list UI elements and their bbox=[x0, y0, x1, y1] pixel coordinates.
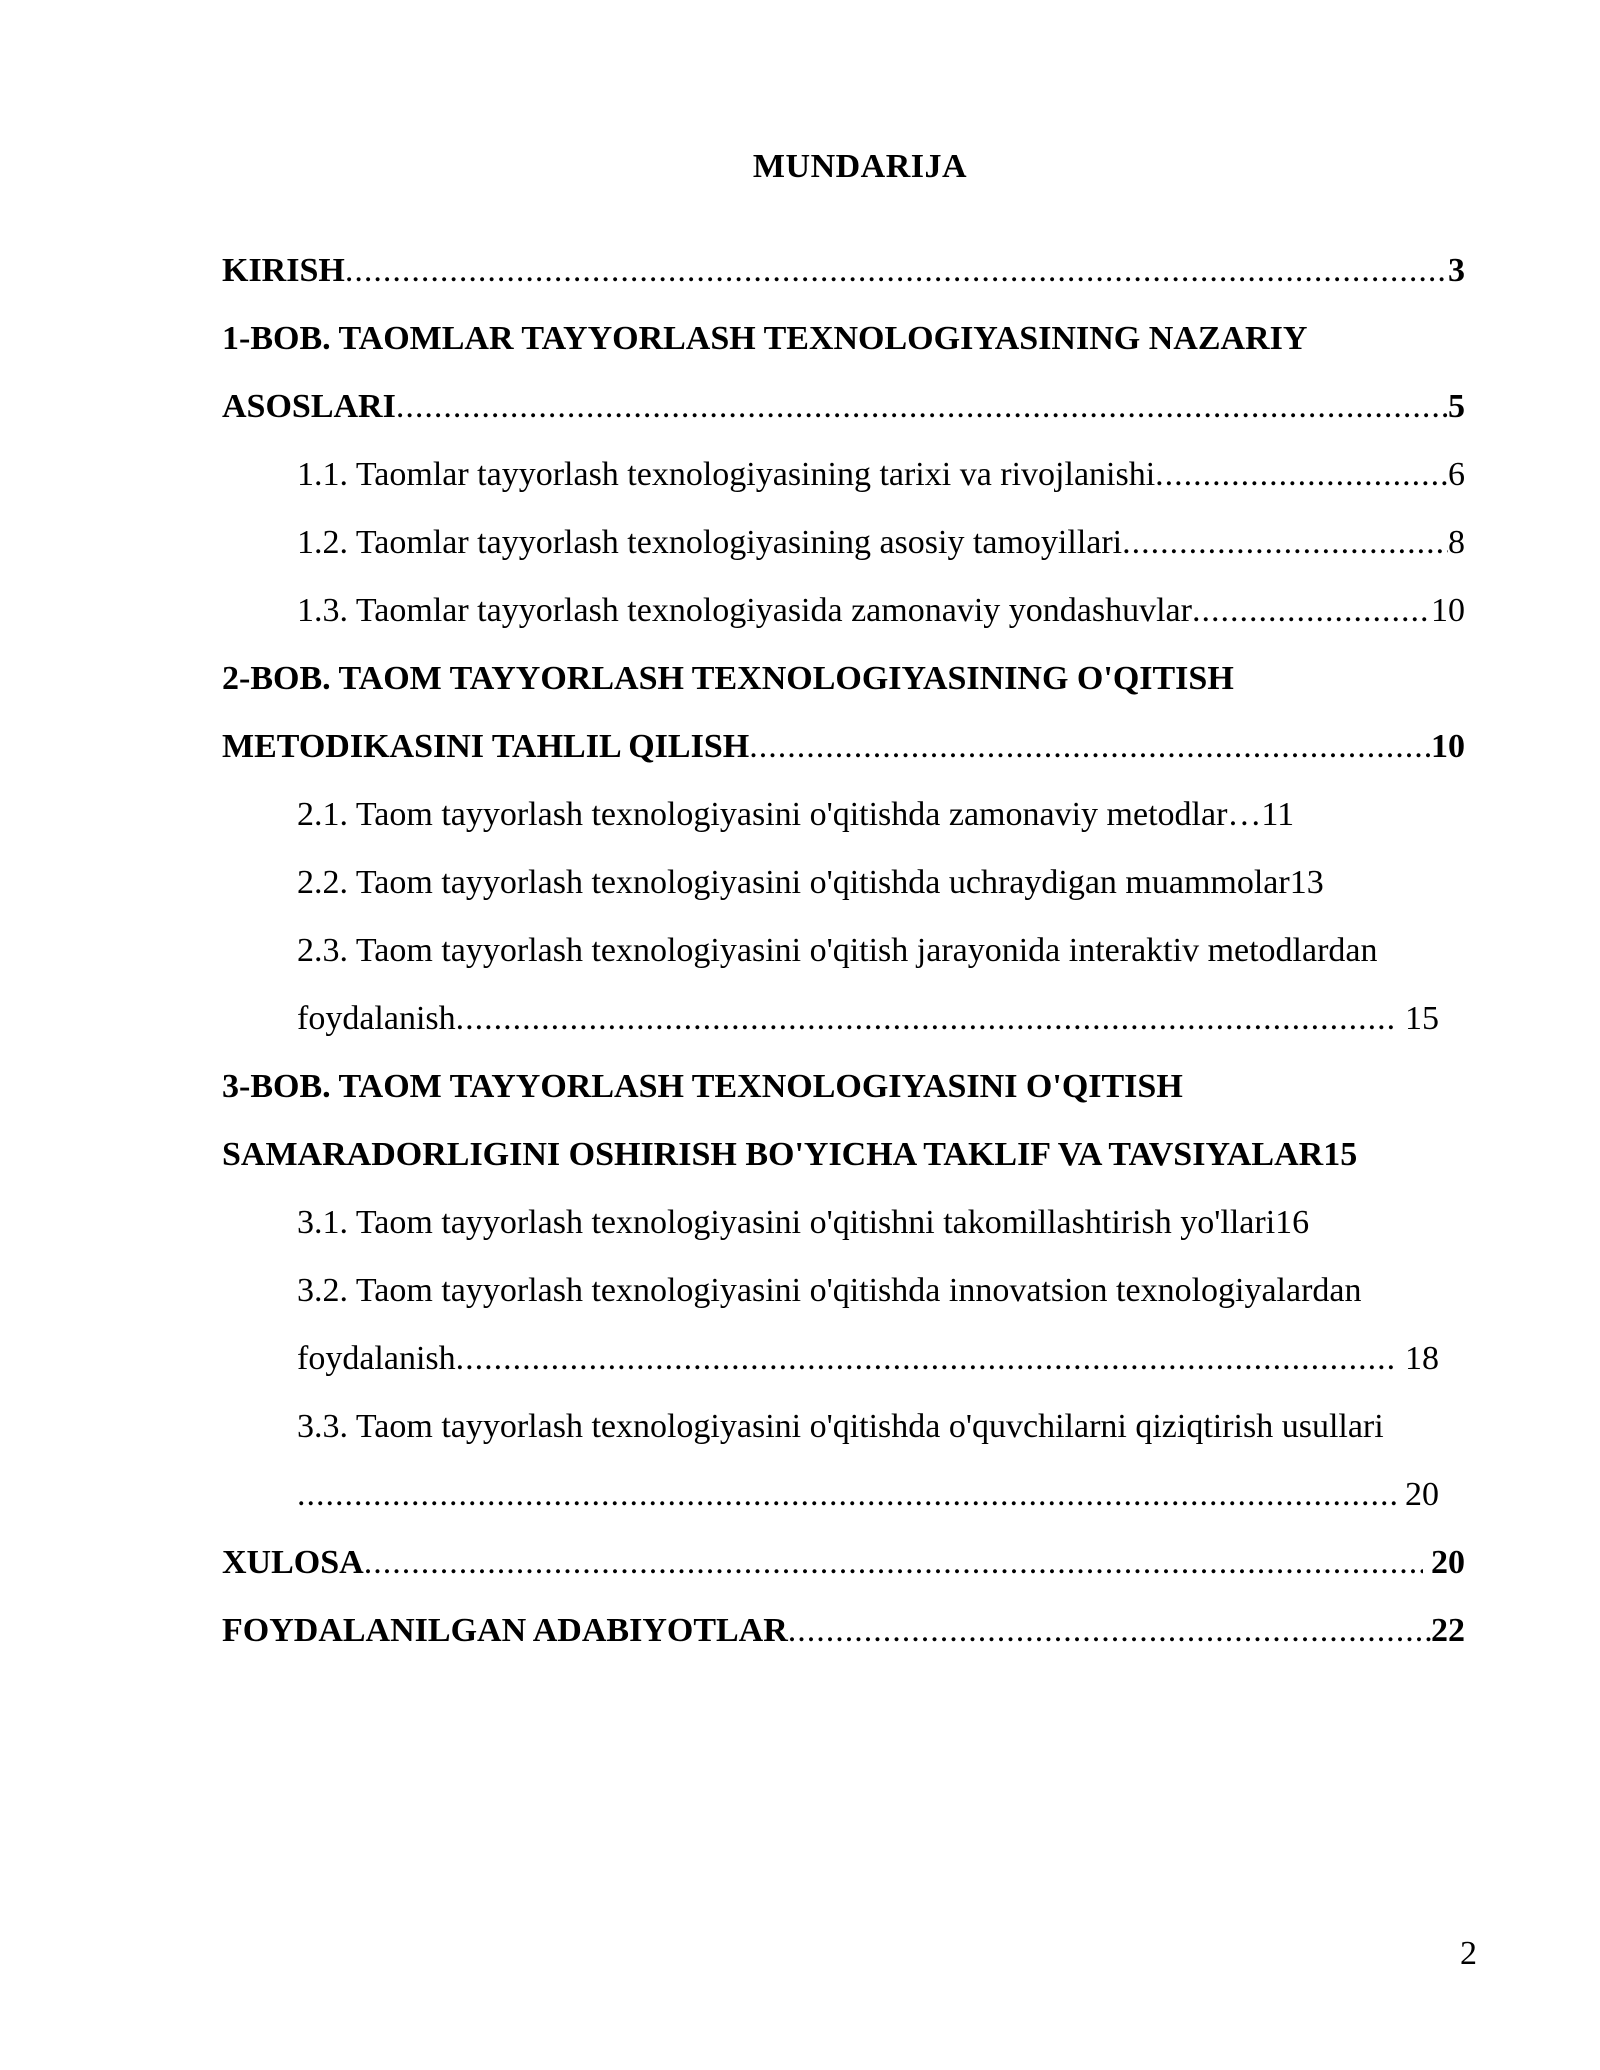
toc-entry-2-2[interactable] bbox=[222, 849, 1465, 917]
toc-entry-2-3-line1[interactable] bbox=[222, 917, 1465, 985]
toc-page-number: 20 bbox=[1405, 1476, 1439, 1513]
toc-entry-adabiyotlar[interactable] bbox=[222, 1597, 1465, 1665]
toc-entry-text: 2-BOB. TAOM TAYYORLASH TEXNOLOGIYASINING O'QITISH bbox=[222, 660, 1234, 697]
dot-leader bbox=[1155, 441, 1448, 509]
page-number: 2 bbox=[1460, 1935, 1477, 1972]
toc-entry-1-2[interactable] bbox=[222, 509, 1465, 577]
toc-entry-3-3-line2[interactable] bbox=[222, 1461, 1439, 1529]
toc-entry-text: XULOSA bbox=[222, 1544, 364, 1581]
toc-entry-bob1-line1[interactable] bbox=[222, 305, 1465, 373]
toc-entry-xulosa[interactable] bbox=[222, 1529, 1465, 1597]
toc-page-number: 18 bbox=[1405, 1340, 1439, 1377]
toc-entry-1-3[interactable] bbox=[222, 577, 1465, 645]
toc-entry-text: 1.1. Taomlar tayyorlash texnologiyasining tarixi va rivojlanishi bbox=[297, 456, 1156, 493]
toc-entry-text: 2.1. Taom tayyorlash texnologiyasini o'qitishda zamonaviy metodlar…11 bbox=[297, 796, 1295, 833]
toc-entry-2-1[interactable] bbox=[222, 781, 1465, 849]
toc-entry-text: 3.1. Taom tayyorlash texnologiyasini o'qitishni takomillashtirish yo'llari16 bbox=[297, 1204, 1310, 1241]
toc-title: MUNDARIJA bbox=[752, 148, 968, 185]
toc-entry-3-2-line2[interactable] bbox=[222, 1325, 1439, 1393]
toc-page-number: 10 bbox=[1431, 592, 1465, 629]
toc-entry-text: SAMARADORLIGINI OSHIRISH BO'YICHA TAKLIF VA TAVSIYALAR15 bbox=[222, 1136, 1358, 1173]
dot-leader bbox=[456, 1325, 1397, 1393]
dot-leader bbox=[364, 1529, 1423, 1597]
dot-leader bbox=[788, 1597, 1431, 1665]
dot-leader bbox=[1192, 577, 1431, 645]
toc-entry-bob2-line2[interactable] bbox=[222, 713, 1465, 781]
toc-entry-3-1[interactable] bbox=[222, 1189, 1465, 1257]
toc-entry-kirish[interactable] bbox=[222, 237, 1465, 305]
toc-entry-bob2-line1[interactable] bbox=[222, 645, 1465, 713]
toc-entry-text: 3-BOB. TAOM TAYYORLASH TEXNOLOGIYASINI O'QITISH bbox=[222, 1068, 1183, 1105]
toc-entry-text: 2.2. Taom tayyorlash texnologiyasini o'qitishda uchraydigan muammolar13 bbox=[297, 864, 1324, 901]
toc-entry-text: FOYDALANILGAN ADABIYOTLAR bbox=[222, 1612, 788, 1649]
toc-entry-text: foydalanish bbox=[297, 1000, 456, 1037]
toc-page-number: 10 bbox=[1431, 728, 1465, 765]
toc-entry-text: ASOSLARI bbox=[222, 388, 396, 425]
toc-page-number: 22 bbox=[1431, 1612, 1465, 1649]
dot-leader bbox=[1122, 509, 1448, 577]
toc-entry-bob1-line2[interactable] bbox=[222, 373, 1465, 441]
dot-leader bbox=[345, 237, 1448, 305]
dot-leader bbox=[297, 1461, 1397, 1529]
toc-entry-bob3-line1[interactable] bbox=[222, 1053, 1465, 1121]
toc-entry-bob3-line2[interactable] bbox=[222, 1121, 1474, 1189]
toc-entry-text: 3.2. Taom tayyorlash texnologiyasini o'qitishda innovatsion texnologiyalardan bbox=[297, 1272, 1362, 1309]
toc-page-number: 3 bbox=[1448, 252, 1465, 289]
toc-page-number: 15 bbox=[1405, 1000, 1439, 1037]
toc-entry-text: METODIKASINI TAHLIL QILISH bbox=[222, 728, 750, 765]
toc-page-number: 6 bbox=[1448, 456, 1465, 493]
dot-leader bbox=[456, 985, 1397, 1053]
dot-leader bbox=[396, 373, 1448, 441]
toc-entry-text: KIRISH bbox=[222, 252, 345, 289]
toc-entry-text: 1.3. Taomlar tayyorlash texnologiyasida zamonaviy yondashuvlar bbox=[297, 592, 1192, 629]
toc-page-number: 8 bbox=[1448, 524, 1465, 561]
toc-entry-3-3-line1[interactable] bbox=[222, 1393, 1465, 1461]
toc-entry-text: 2.3. Taom tayyorlash texnologiyasini o'qitish jarayonida interaktiv metodlardan bbox=[297, 932, 1378, 969]
toc-entry-2-3-line2[interactable] bbox=[222, 985, 1439, 1053]
toc-entry-text: foydalanish bbox=[297, 1340, 456, 1377]
toc-entry-text: 1-BOB. TAOMLAR TAYYORLASH TEXNOLOGIYASINING NAZARIY bbox=[222, 320, 1308, 357]
toc-page-number: 20 bbox=[1431, 1544, 1465, 1581]
table-of-contents bbox=[222, 237, 1465, 1665]
toc-page-number: 5 bbox=[1448, 388, 1465, 425]
toc-entry-3-2-line1[interactable] bbox=[222, 1257, 1465, 1325]
toc-entry-1-1[interactable] bbox=[222, 441, 1465, 509]
toc-entry-text: 1.2. Taomlar tayyorlash texnologiyasining asosiy tamoyillari bbox=[297, 524, 1123, 561]
toc-entry-text: 3.3. Taom tayyorlash texnologiyasini o'qitishda o'quvchilarni qiziqtirish usullari bbox=[297, 1408, 1384, 1445]
dot-leader bbox=[749, 713, 1431, 781]
